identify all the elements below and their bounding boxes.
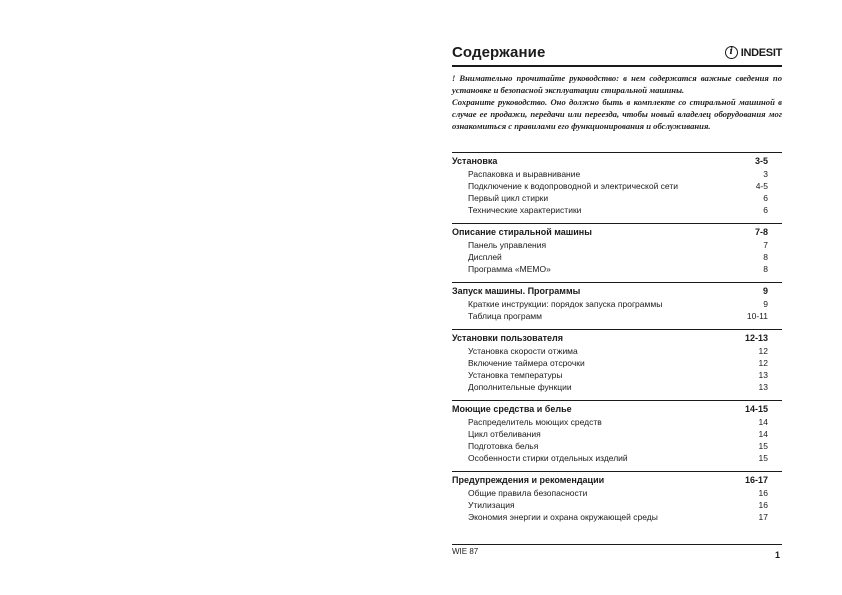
toc-item-page: 13: [758, 370, 768, 380]
toc-section: [452, 223, 782, 275]
toc-item-page: 13: [758, 382, 768, 392]
toc-section: [452, 471, 782, 523]
toc-item-label: Распаковка и выравнивание: [468, 169, 581, 179]
toc-item-label: Программа «MEMO»: [468, 264, 551, 274]
section-spacer: [452, 275, 782, 282]
toc-section-title: Предупреждения и рекомендации: [452, 475, 605, 485]
toc-item-page: 4-5: [755, 181, 768, 191]
toc-item-label: Включение таймера отсрочки: [468, 358, 585, 368]
toc-item-page: 9: [763, 299, 768, 309]
page-footer: [452, 544, 782, 560]
toc-item-page: 15: [758, 441, 768, 451]
toc-item-label: Установка скорости отжима: [468, 346, 578, 356]
toc-item-label: Дисплей: [468, 252, 502, 262]
brand-name: INDESIT: [740, 46, 782, 59]
toc-section-title: Моющие средства и белье: [452, 404, 572, 414]
toc-item-page: 6: [763, 205, 768, 215]
toc-item[interactable]: [452, 263, 782, 275]
intro-notice: [452, 72, 782, 132]
toc-section-heading[interactable]: [452, 225, 782, 239]
toc-item[interactable]: [452, 310, 782, 322]
model-name: WIE 87: [452, 547, 479, 556]
toc-item[interactable]: [452, 428, 782, 440]
toc-item-page: 14: [758, 417, 768, 427]
intro-warning: ! Внимательно прочитайте руководство: в нем содержатся важные сведения по установке и безопасной эксплуатации стиральной машины.: [452, 73, 782, 95]
toc-item[interactable]: [452, 180, 782, 192]
toc-item[interactable]: [452, 192, 782, 204]
toc-item-label: Таблица программ: [468, 311, 542, 321]
toc-item-label: Экономия энергии и охрана окружающей среды: [468, 512, 658, 522]
toc-section-title: Описание стиральной машины: [452, 227, 592, 237]
toc-section-title: Установки пользователя: [452, 333, 563, 343]
toc-section-pages: 16-17: [744, 475, 768, 485]
section-spacer: [452, 393, 782, 400]
toc-item[interactable]: [452, 499, 782, 511]
toc-item[interactable]: [452, 440, 782, 452]
section-spacer: [452, 322, 782, 329]
intro-keep-manual: Сохраните руководство. Оно должно быть в комплекте со стиральной машиной в случае ее продажи, передачи или переезда, чтобы новый владелец оборудования мог ознакомиться с правилами его функционирования и обслуживания.: [452, 97, 782, 131]
toc-section-title: Установка: [452, 156, 498, 166]
toc-item-page: 10-11: [746, 311, 768, 321]
toc-item[interactable]: [452, 298, 782, 310]
toc-item[interactable]: [452, 251, 782, 263]
toc-section-pages: 12-13: [744, 333, 768, 343]
header-divider: [452, 65, 782, 67]
page-title: Содержание: [452, 44, 546, 61]
footer-divider: [452, 544, 782, 545]
toc-item-page: 17: [758, 512, 768, 522]
page-number: 1: [774, 550, 780, 560]
toc-item-page: 14: [758, 429, 768, 439]
toc-item-page: 8: [763, 264, 768, 274]
toc-section-heading[interactable]: [452, 402, 782, 416]
toc-section: [452, 329, 782, 393]
toc-item-page: 12: [758, 346, 768, 356]
toc-section-heading[interactable]: [452, 331, 782, 345]
page-header: [452, 44, 782, 66]
toc-item[interactable]: [452, 452, 782, 464]
toc-item[interactable]: [452, 168, 782, 180]
toc-item-label: Первый цикл стирки: [468, 193, 549, 203]
toc-item[interactable]: [452, 357, 782, 369]
toc-item-page: 16: [758, 500, 768, 510]
toc-item[interactable]: [452, 487, 782, 499]
toc-item-page: 12: [758, 358, 768, 368]
toc-item[interactable]: [452, 239, 782, 251]
toc-item-page: 8: [763, 252, 768, 262]
toc-section: [452, 400, 782, 464]
toc-item-label: Подготовка белья: [468, 441, 539, 451]
toc-item-page: 15: [758, 453, 768, 463]
toc-section: [452, 152, 782, 216]
toc-section-heading[interactable]: [452, 473, 782, 487]
toc-section-title: Запуск машины. Программы: [452, 286, 581, 296]
toc-section-heading[interactable]: [452, 284, 782, 298]
table-of-contents: [452, 152, 782, 523]
contents-page: [452, 44, 782, 522]
section-spacer: [452, 216, 782, 223]
toc-item-label: Краткие инструкции: порядок запуска программы: [468, 299, 663, 309]
toc-item-label: Общие правила безопасности: [468, 488, 588, 498]
toc-item-label: Утилизация: [468, 500, 515, 510]
toc-item[interactable]: [452, 511, 782, 523]
toc-item-label: Панель управления: [468, 240, 547, 250]
toc-item-label: Подключение к водопроводной и электрической сети: [468, 181, 679, 191]
brand-logo: [725, 46, 782, 59]
toc-item-label: Установка температуры: [468, 370, 563, 380]
toc-item-page: 3: [763, 169, 768, 179]
toc-item[interactable]: [452, 381, 782, 393]
toc-section: [452, 282, 782, 322]
toc-item[interactable]: [452, 345, 782, 357]
toc-section-pages: 3-5: [754, 156, 768, 166]
toc-item-label: Особенности стирки отдельных изделий: [468, 453, 628, 463]
toc-section-pages: 9: [762, 286, 768, 296]
toc-item-label: Распределитель моющих средств: [468, 417, 602, 427]
toc-item-label: Дополнительные функции: [468, 382, 572, 392]
toc-item-label: Цикл отбеливания: [468, 429, 541, 439]
toc-item[interactable]: [452, 369, 782, 381]
toc-item-page: 16: [758, 488, 768, 498]
toc-item-label: Технические характеристики: [468, 205, 582, 215]
toc-item[interactable]: [452, 204, 782, 216]
toc-item-page: 6: [763, 193, 768, 203]
toc-section-pages: 7-8: [754, 227, 768, 237]
toc-section-pages: 14-15: [744, 404, 768, 414]
toc-item-page: 7: [763, 240, 768, 250]
toc-section-heading[interactable]: [452, 154, 782, 168]
toc-item[interactable]: [452, 416, 782, 428]
section-spacer: [452, 464, 782, 471]
indesit-logo-icon: i: [725, 46, 738, 59]
